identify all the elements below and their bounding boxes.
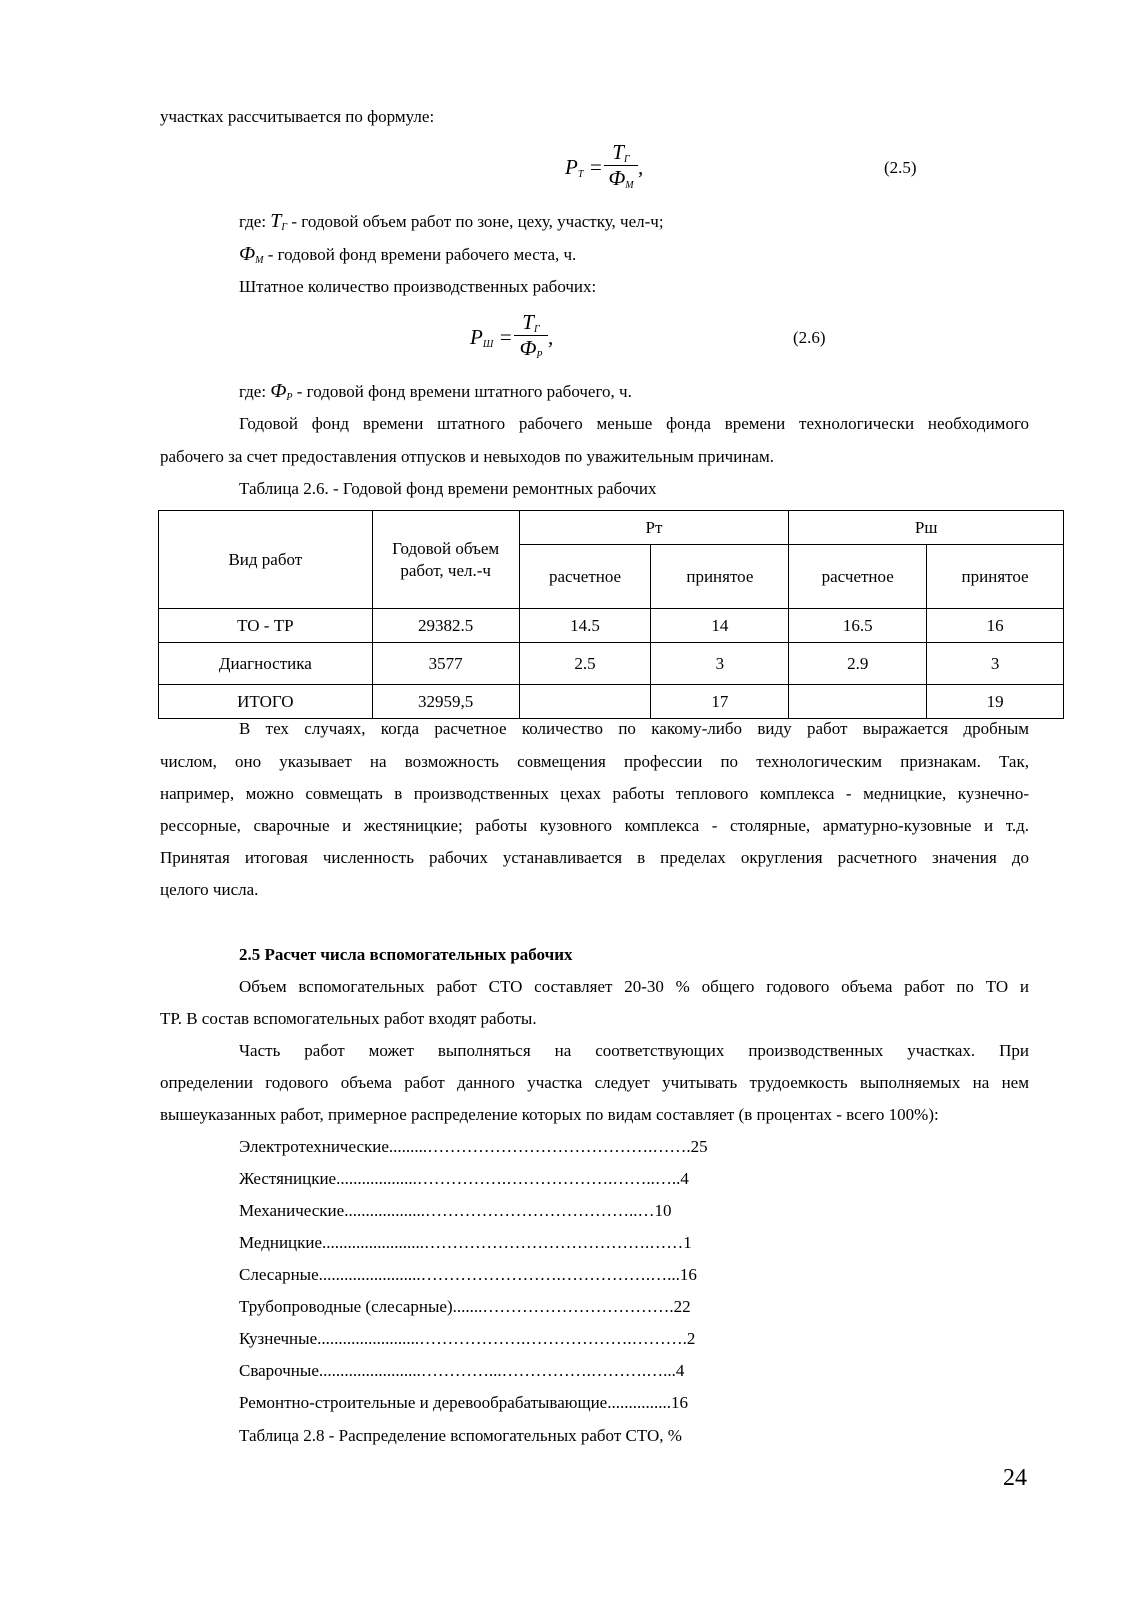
list-item: Электротехнические.........………………………………….…….25 — [239, 1137, 708, 1156]
intro-line: участках рассчитывается по формуле: — [160, 107, 435, 126]
formula-lhs: $P_Т$ = — [565, 155, 603, 180]
list-item: Медницкие........................………………………………….……1 — [239, 1233, 692, 1252]
work-time-table — [158, 510, 1064, 719]
cell: 16.5 — [789, 609, 927, 643]
paragraph-2-line-4: рессорные, сварочные и жестяницкие; работы кузовного комплекса - столярные, арматурно-кузовные и т.д. — [160, 816, 1029, 835]
header-rt-accepted: принятое — [651, 545, 789, 609]
equation-number: (2.5) — [884, 158, 917, 177]
table-row — [159, 643, 1064, 685]
cell: 3577 — [372, 643, 519, 685]
cell: ИТОГО — [159, 685, 373, 719]
header-annual-volume: Годовой объем работ, чел.-ч — [372, 511, 519, 609]
section-title: 2.5 Расчет числа вспомогательных рабочих — [239, 945, 573, 964]
paragraph-2-line-6: целого числа. — [160, 880, 259, 899]
table-2-8-caption: Таблица 2.8 - Распределение вспомогательных работ СТО, % — [239, 1426, 682, 1445]
formula-comma: , — [638, 155, 644, 179]
cell — [519, 685, 651, 719]
staff-line: Штатное количество производственных рабочих: — [239, 277, 597, 296]
where-line-2: $Ф_М$ - годовой фонд времени рабочего места, ч. — [239, 243, 577, 266]
cell: Диагностика — [159, 643, 373, 685]
list-item: Сварочные........................…………...…………….……….…...4 — [239, 1361, 685, 1380]
list-item: Кузнечные........................……………….……………….……….2 — [239, 1329, 696, 1348]
page-number: 24 — [1003, 1465, 1027, 1491]
cell: 32959,5 — [372, 685, 519, 719]
header-rsh: Рш — [789, 511, 1064, 545]
paragraph-4-line-2: определении годового объема работ данного участка следует учитывать трудоемкость выполняемых на нем — [160, 1073, 1029, 1092]
formula-lhs: $P_Ш$ = — [470, 325, 513, 350]
paragraph-2-line-2: числом, оно указывает на возможность совмещения профессии по технологическим признакам. Так, — [160, 752, 1029, 771]
cell: 14 — [651, 609, 789, 643]
formula-comma: , — [548, 325, 554, 349]
cell: 2.9 — [789, 643, 927, 685]
table-caption: Таблица 2.6. - Годовой фонд времени ремонтных рабочих — [239, 479, 657, 498]
cell: 14.5 — [519, 609, 651, 643]
list-item: Механические...................………………………………..…10 — [239, 1201, 672, 1220]
header-rt-calculated: расчетное — [519, 545, 651, 609]
paragraph-4-line-1: Часть работ может выполняться на соответствующих производственных участках. При — [239, 1041, 1029, 1060]
header-rt: Рт — [519, 511, 789, 545]
table-row — [159, 609, 1064, 643]
list-item: Слесарные........................…………………….…………….…...16 — [239, 1265, 697, 1284]
cell — [789, 685, 927, 719]
cell: 17 — [651, 685, 789, 719]
paragraph-1-line-1: Годовой фонд времени штатного рабочего меньше фонда времени технологически необходимого — [239, 414, 1029, 433]
list-item: Жестяницкие...................…………….……………….……..…..4 — [239, 1169, 689, 1188]
table-row — [159, 685, 1064, 719]
equation-number: (2.6) — [793, 328, 826, 347]
formula-fraction: $T_Г$ $Ф_Р$ — [514, 310, 548, 361]
paragraph-3-line-1: Объем вспомогательных работ СТО составляет 20-30 % общего годового объема работ по ТО и — [239, 977, 1029, 996]
paragraph-2-line-3: например, можно совмещать в производственных цехах работы теплового комплекса - медницкие, кузнечно- — [160, 784, 1029, 803]
cell: 3 — [927, 643, 1064, 685]
paragraph-1-line-2: рабочего за счет предоставления отпусков и невыходов по уважительным причинам. — [160, 447, 774, 466]
paragraph-3-line-2: ТР. В состав вспомогательных работ входят работы. — [160, 1009, 537, 1028]
header-rsh-accepted: принятое — [927, 545, 1064, 609]
header-work-type: Вид работ — [159, 511, 373, 609]
where-line-1: где: $T_Г$ - годовой объем работ по зоне, цеху, участку, чел-ч; — [239, 210, 664, 233]
cell: 2.5 — [519, 643, 651, 685]
header-rsh-calculated: расчетное — [789, 545, 927, 609]
list-item: Трубопроводные (слесарные).......…………………………….22 — [239, 1297, 691, 1316]
formula-fraction: $T_Г$ $Ф_М$ — [604, 140, 638, 191]
list-item: Ремонтно-строительные и деревообрабатывающие...............16 — [239, 1393, 688, 1412]
paragraph-2-line-1: В тех случаях, когда расчетное количество по какому-либо виду работ выражается дробным — [239, 719, 1029, 738]
paragraph-2-line-5: Принятая итоговая численность рабочих устанавливается в пределах округления расчетного значения до — [160, 848, 1029, 867]
cell: 19 — [927, 685, 1064, 719]
cell: 29382.5 — [372, 609, 519, 643]
cell: ТО - ТР — [159, 609, 373, 643]
where-line-3: где: $Ф_Р$ - годовой фонд времени штатного рабочего, ч. — [239, 380, 632, 403]
paragraph-4-line-3: вышеуказанных работ, примерное распределение которых по видам составляет (в процентах - всего 100%): — [160, 1105, 939, 1124]
cell: 3 — [651, 643, 789, 685]
cell: 16 — [927, 609, 1064, 643]
